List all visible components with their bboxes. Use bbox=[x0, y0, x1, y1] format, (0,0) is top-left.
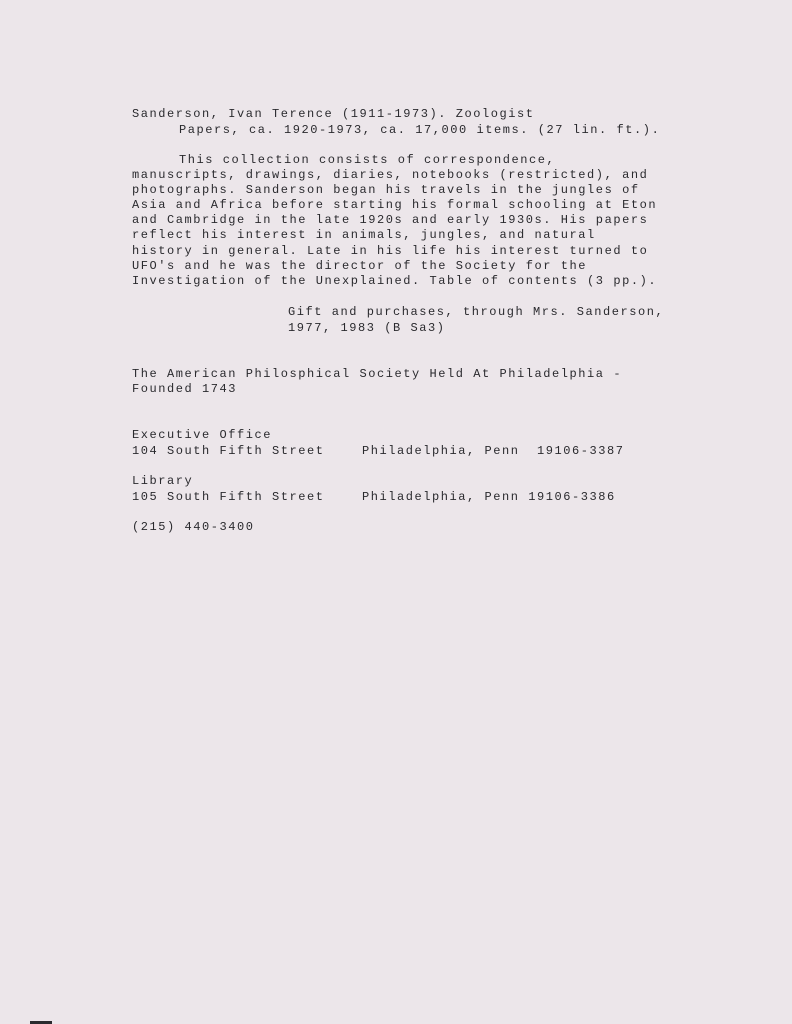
society-name: The American Philosphical Society Held At Philadelphia - bbox=[132, 367, 623, 381]
executive-office-label: Executive Office bbox=[132, 428, 273, 442]
provenance-line: Gift and purchases, through Mrs. Sanderson, bbox=[288, 305, 665, 319]
library-city: Philadelphia, Penn 19106-3386 bbox=[362, 490, 616, 504]
entry-extent: Papers, ca. 1920-1973, ca. 17,000 items. (27 lin. ft.). bbox=[179, 123, 661, 137]
executive-office-city: Philadelphia, Penn 19106-3387 bbox=[362, 444, 625, 458]
phone-number: (215) 440-3400 bbox=[132, 520, 255, 534]
library-label: Library bbox=[132, 474, 194, 488]
description-line: photographs. Sanderson began his travels in the jungles of bbox=[132, 183, 640, 197]
entry-heading: Sanderson, Ivan Terence (1911-1973). Zoologist bbox=[132, 107, 535, 121]
society-founded: Founded 1743 bbox=[132, 382, 238, 396]
description-line: manuscripts, drawings, diaries, notebooks (restricted), and bbox=[132, 168, 649, 182]
executive-office-street: 104 South Fifth Street bbox=[132, 444, 325, 458]
description-line: UFO's and he was the director of the Society for the bbox=[132, 259, 588, 273]
description-line: and Cambridge in the late 1920s and early 1930s. His papers bbox=[132, 213, 649, 227]
description-line: This collection consists of correspondence, bbox=[179, 153, 556, 167]
description-line: reflect his interest in animals, jungles, and natural bbox=[132, 228, 596, 242]
description-line: Investigation of the Unexplained. Table of contents (3 pp.). bbox=[132, 274, 658, 288]
provenance-line: 1977, 1983 (B Sa3) bbox=[288, 321, 446, 335]
description-line: history in general. Late in his life his interest turned to bbox=[132, 244, 649, 258]
library-street: 105 South Fifth Street bbox=[132, 490, 325, 504]
description-line: Asia and Africa before starting his formal schooling at Eton bbox=[132, 198, 658, 212]
